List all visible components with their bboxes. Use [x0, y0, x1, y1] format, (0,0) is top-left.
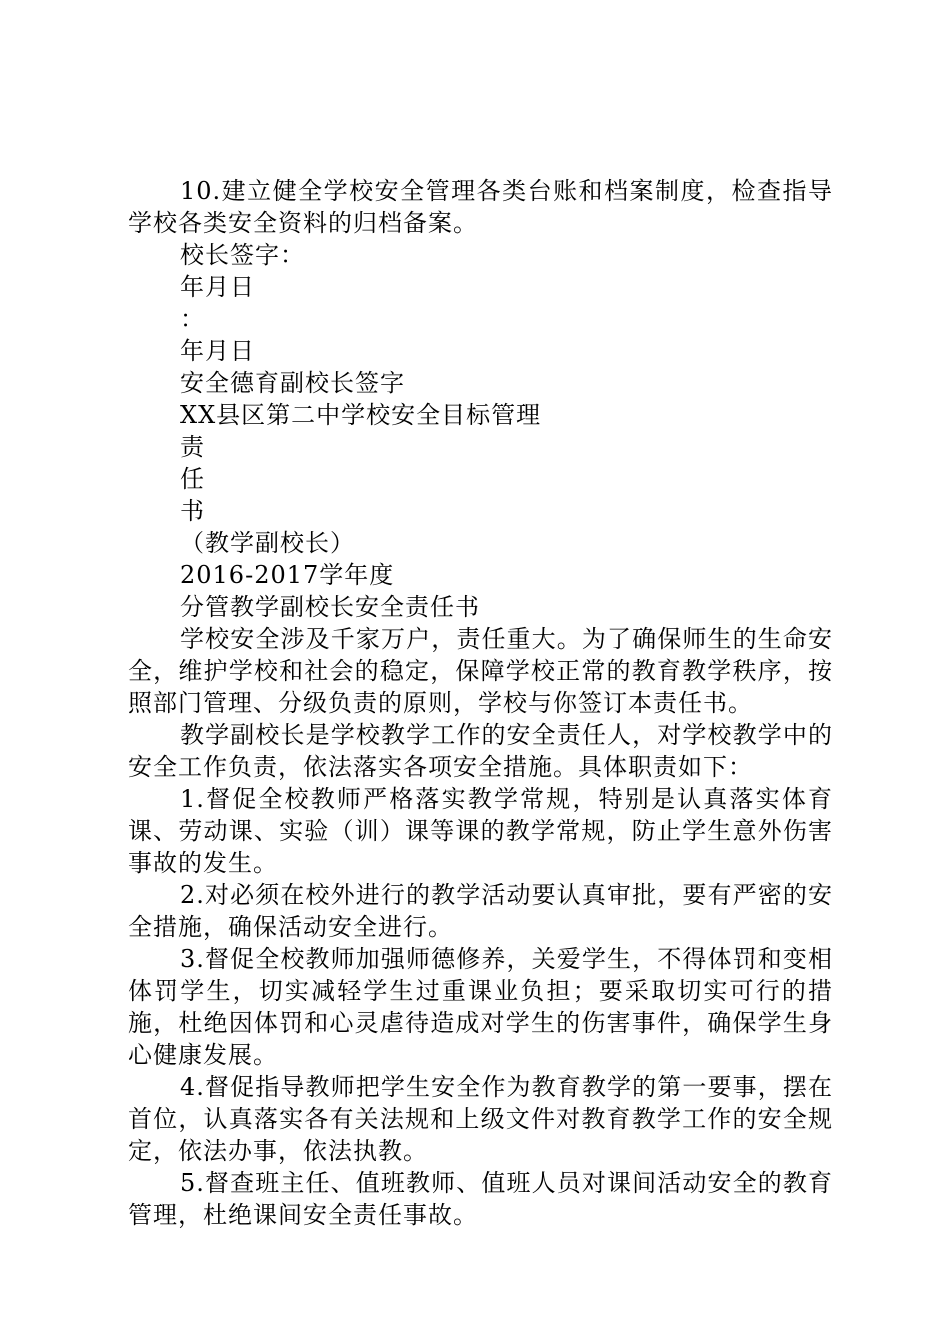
intro-paragraph: 学校安全涉及千家万户，责任重大。为了确保师生的生命安全，维护学校和社会的稳定，保障学校正常的教育教学秩序，按照部门管理、分级负责的原则，学校与你签订本责任书。 [128, 625, 833, 717]
title-char: 责 [180, 433, 205, 461]
principal-signature-label: 校长签字： [180, 241, 305, 269]
colon-line: ： [180, 305, 205, 333]
vice-principal-signature-label: 安全德育副校长签字 [180, 369, 405, 397]
duty-item-3: 3.督促全校教师加强师德修养，关爱学生，不得体罚和变相体罚学生，切实减轻学生过重课业负担；要采取切实可行的措施，杜绝因体罚和心灵虐待造成对学生的伤害事件，确保学生身心健康发展。 [128, 945, 833, 1069]
date-line: 年月日 [180, 337, 255, 365]
document-heading: 分管教学副校长安全责任书 [180, 593, 480, 621]
duty-item-4: 4.督促指导教师把学生安全作为教育教学的第一要事，摆在首位，认真落实各有关法规和上级文件对教育教学工作的安全规定，依法办事，依法执教。 [128, 1073, 833, 1165]
paragraph-item-10: 10.建立健全学校安全管理各类台账和档案制度，检查指导学校各类安全资料的归档备案。 [128, 177, 833, 237]
responsibility-paragraph: 教学副校长是学校教学工作的安全责任人，对学校教学中的安全工作负责，依法落实各项安全措施。具体职责如下： [128, 721, 833, 781]
title-char: 书 [180, 497, 205, 525]
duty-item-5: 5.督查班主任、值班教师、值班人员对课间活动安全的教育管理，杜绝课间安全责任事故。 [128, 1169, 833, 1229]
school-title: XX县区第二中学校安全目标管理 [180, 401, 542, 429]
role-subtitle: （教学副校长） [180, 529, 355, 557]
school-year: 2016-2017学年度 [180, 561, 395, 589]
duty-item-1: 1.督促全校教师严格落实教学常规，特别是认真落实体育课、劳动课、实验（训）课等课的教学常规，防止学生意外伤害事故的发生。 [128, 785, 833, 877]
date-line: 年月日 [180, 273, 255, 301]
duty-item-2: 2.对必须在校外进行的教学活动要认真审批，要有严密的安全措施，确保活动安全进行。 [128, 881, 833, 941]
document-body [128, 175, 833, 1231]
title-char: 任 [180, 465, 205, 493]
